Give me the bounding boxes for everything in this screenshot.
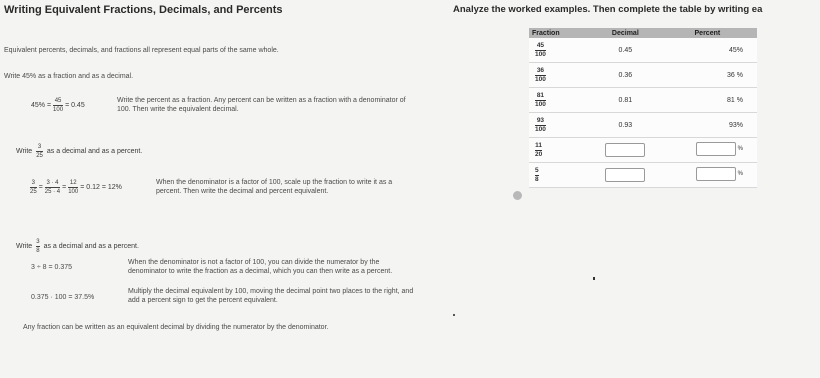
fraction-den: 100 [535, 101, 546, 108]
percent-cell [658, 138, 757, 163]
ex2-heading-num: 3 [37, 144, 42, 150]
ex2-heading-post: as a decimal and as a percent. [46, 148, 143, 155]
page-title: Writing Equivalent Fractions, Decimals, and Percents [4, 4, 283, 16]
fraction-den: 20 [535, 151, 543, 158]
percent-cell: 81 % [658, 88, 757, 113]
table-row [529, 138, 757, 163]
instructions: Analyze the worked examples. Then complete the table by writing ea [453, 4, 763, 15]
table-header-row [529, 28, 757, 38]
conversion-table [529, 28, 757, 188]
example1-note-line1: Write the percent as a fraction. Any percent can be written as a fraction with a denominator of [117, 97, 406, 104]
fraction-den: 100 [535, 51, 546, 58]
fraction-cell [529, 38, 593, 63]
decimal-cell: 0.36 [593, 63, 658, 88]
ex3-heading-pre: Write [16, 243, 33, 250]
ex2-heading-den: 25 [36, 153, 43, 159]
ex3-heading-den: 8 [36, 248, 40, 254]
ex2-f3-den: 100 [68, 189, 79, 195]
fraction-cell [529, 163, 593, 188]
example2-heading [16, 144, 142, 159]
ex1-frac-den: 100 [53, 107, 64, 113]
ex2-heading-pre: Write [16, 148, 33, 155]
fraction-den: 8 [535, 176, 539, 183]
fraction-cell [529, 113, 593, 138]
table-row [529, 38, 757, 63]
decimal-cell: 0.81 [593, 88, 658, 113]
example3-step2-note-line2: add a percent sign to get the percent equivalent. [128, 297, 278, 304]
decimal-input[interactable] [605, 143, 645, 157]
example2-equation [28, 180, 122, 195]
header-percent: Percent [658, 28, 757, 38]
fraction-den: 100 [535, 126, 546, 133]
ex1-rhs: = 0.45 [65, 102, 85, 109]
fraction-num: 45 [536, 41, 545, 49]
fraction-cell [529, 138, 593, 163]
decimal-input[interactable] [605, 168, 645, 182]
header-decimal: Decimal [593, 28, 658, 38]
ex2-frac3 [68, 180, 78, 195]
ex2-f1-num: 3 [31, 180, 36, 186]
header-fraction: Fraction [529, 28, 593, 38]
fraction-num: 36 [536, 66, 545, 74]
example3-step2-note-line1: Multiply the decimal equivalent by 100, moving the decimal point two places to the right, and [128, 288, 414, 295]
ex2-frac1 [30, 180, 37, 195]
percent-input[interactable] [696, 167, 736, 181]
percent-cell: 45% [658, 38, 757, 63]
ex3-heading-post: as a decimal and as a percent. [43, 243, 139, 250]
fraction-num: 81 [536, 91, 545, 99]
ex2-frac2 [45, 180, 60, 195]
example2-note-line1: When the denominator is a factor of 100, scale up the fraction to write it as a [156, 179, 393, 186]
drag-handle-icon[interactable] [513, 191, 522, 200]
fraction-num: 11 [535, 141, 543, 149]
example3-summary: Any fraction can be written as an equivalent decimal by dividing the numerator by the denominator. [23, 324, 329, 331]
percent-input[interactable] [696, 142, 736, 156]
cursor-icon [593, 277, 595, 280]
percent-symbol: % [737, 171, 743, 177]
ex3-heading-fraction [36, 239, 39, 254]
ex1-fraction [53, 98, 63, 113]
ex1-frac-num: 45 [54, 98, 62, 104]
fraction-num: 5 [535, 166, 539, 174]
fraction-den: 100 [535, 76, 546, 83]
fraction-num: 93 [536, 116, 545, 124]
example3-step2: 0.375 · 100 = 37.5% [31, 294, 95, 301]
decimal-cell [593, 138, 658, 163]
decimal-cell: 0.45 [593, 38, 658, 63]
example3-step1-note-line2: denominator to write the fraction as a decimal, which you can then write as a percent. [128, 268, 393, 275]
percent-cell: 36 % [658, 63, 757, 88]
ex2-heading-fraction [36, 144, 43, 159]
example3-step1: 3 ÷ 8 = 0.375 [31, 264, 73, 271]
intro-text: Equivalent percents, decimals, and fractions all represent equal parts of the same whole. [4, 47, 279, 54]
ex2-f2-den: 25 · 4 [44, 189, 61, 195]
ex2-eq2: = [62, 184, 67, 191]
example2-note-line2: percent. Then write the decimal and percent equivalent. [156, 188, 329, 195]
percent-cell: 93% [658, 113, 757, 138]
fraction-cell [529, 88, 593, 113]
example1-heading: Write 45% as a fraction and as a decimal. [4, 73, 134, 80]
ex2-f2-num: 3 · 4 [46, 180, 59, 186]
table-row [529, 163, 757, 188]
ex2-eq1: = [38, 184, 43, 191]
ex2-f1-den: 25 [30, 189, 37, 195]
table-row [529, 88, 757, 113]
percent-cell [658, 163, 757, 188]
table-row [529, 63, 757, 88]
ex2-rhs: = 0.12 = 12% [80, 184, 122, 191]
example1-equation [31, 98, 85, 113]
ex2-f3-num: 12 [69, 180, 77, 186]
example3-step1-note-line1: When the denominator is not a factor of 100, you can divide the numerator by the [128, 259, 380, 266]
decimal-cell: 0.93 [593, 113, 658, 138]
decimal-cell [593, 163, 658, 188]
ex1-lhs: 45% = [31, 102, 52, 109]
ex3-heading-num: 3 [36, 239, 40, 245]
table-row [529, 113, 757, 138]
speck-icon [453, 314, 455, 316]
percent-symbol: % [737, 146, 743, 152]
example1-note-line2: 100. Then write the equivalent decimal. [117, 106, 239, 113]
fraction-cell [529, 63, 593, 88]
example3-heading [16, 239, 139, 254]
